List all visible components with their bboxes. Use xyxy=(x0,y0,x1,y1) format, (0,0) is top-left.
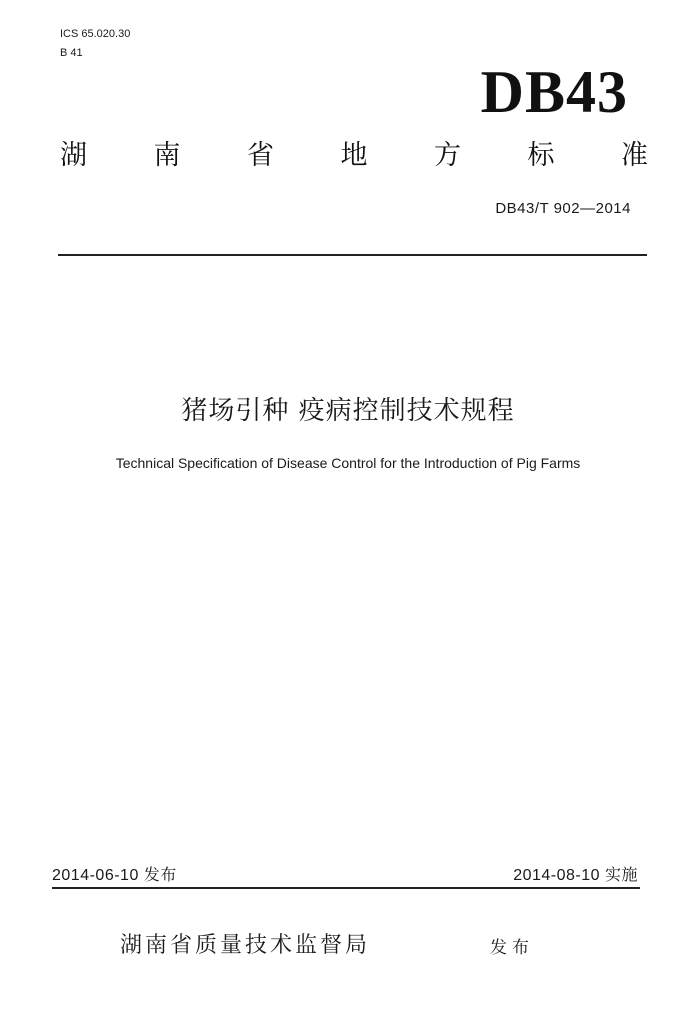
implementation-date: 2014-08-10 实施 xyxy=(513,867,638,884)
ics-code: ICS 65.020.30 xyxy=(60,28,131,40)
bottom-divider xyxy=(52,887,640,889)
standard-type-char: 标 xyxy=(527,140,555,171)
standard-type-char: 准 xyxy=(621,140,648,171)
standard-type-char: 方 xyxy=(434,140,461,171)
standard-type-char: 南 xyxy=(153,140,181,171)
issue-date: 2014-06-10 发布 xyxy=(52,867,177,884)
title-chinese: 猪场引种 疫病控制技术规程 xyxy=(181,396,515,426)
standard-number: DB43/T 902—2014 xyxy=(495,200,631,217)
standard-type-char: 地 xyxy=(340,140,368,171)
standard-type-char: 湖 xyxy=(60,140,87,171)
issuing-label: 发布 xyxy=(490,938,534,958)
standard-logo: DB43 xyxy=(480,59,628,125)
classification-code: B 41 xyxy=(60,47,83,59)
top-divider xyxy=(58,254,647,256)
standard-type xyxy=(60,133,648,172)
standard-type-char: 省 xyxy=(247,140,274,171)
issuing-authority: 湖南省质量技术监督局 xyxy=(120,933,371,958)
title-english: Technical Specification of Disease Control for the Introduction of Pig Farms xyxy=(115,455,581,471)
